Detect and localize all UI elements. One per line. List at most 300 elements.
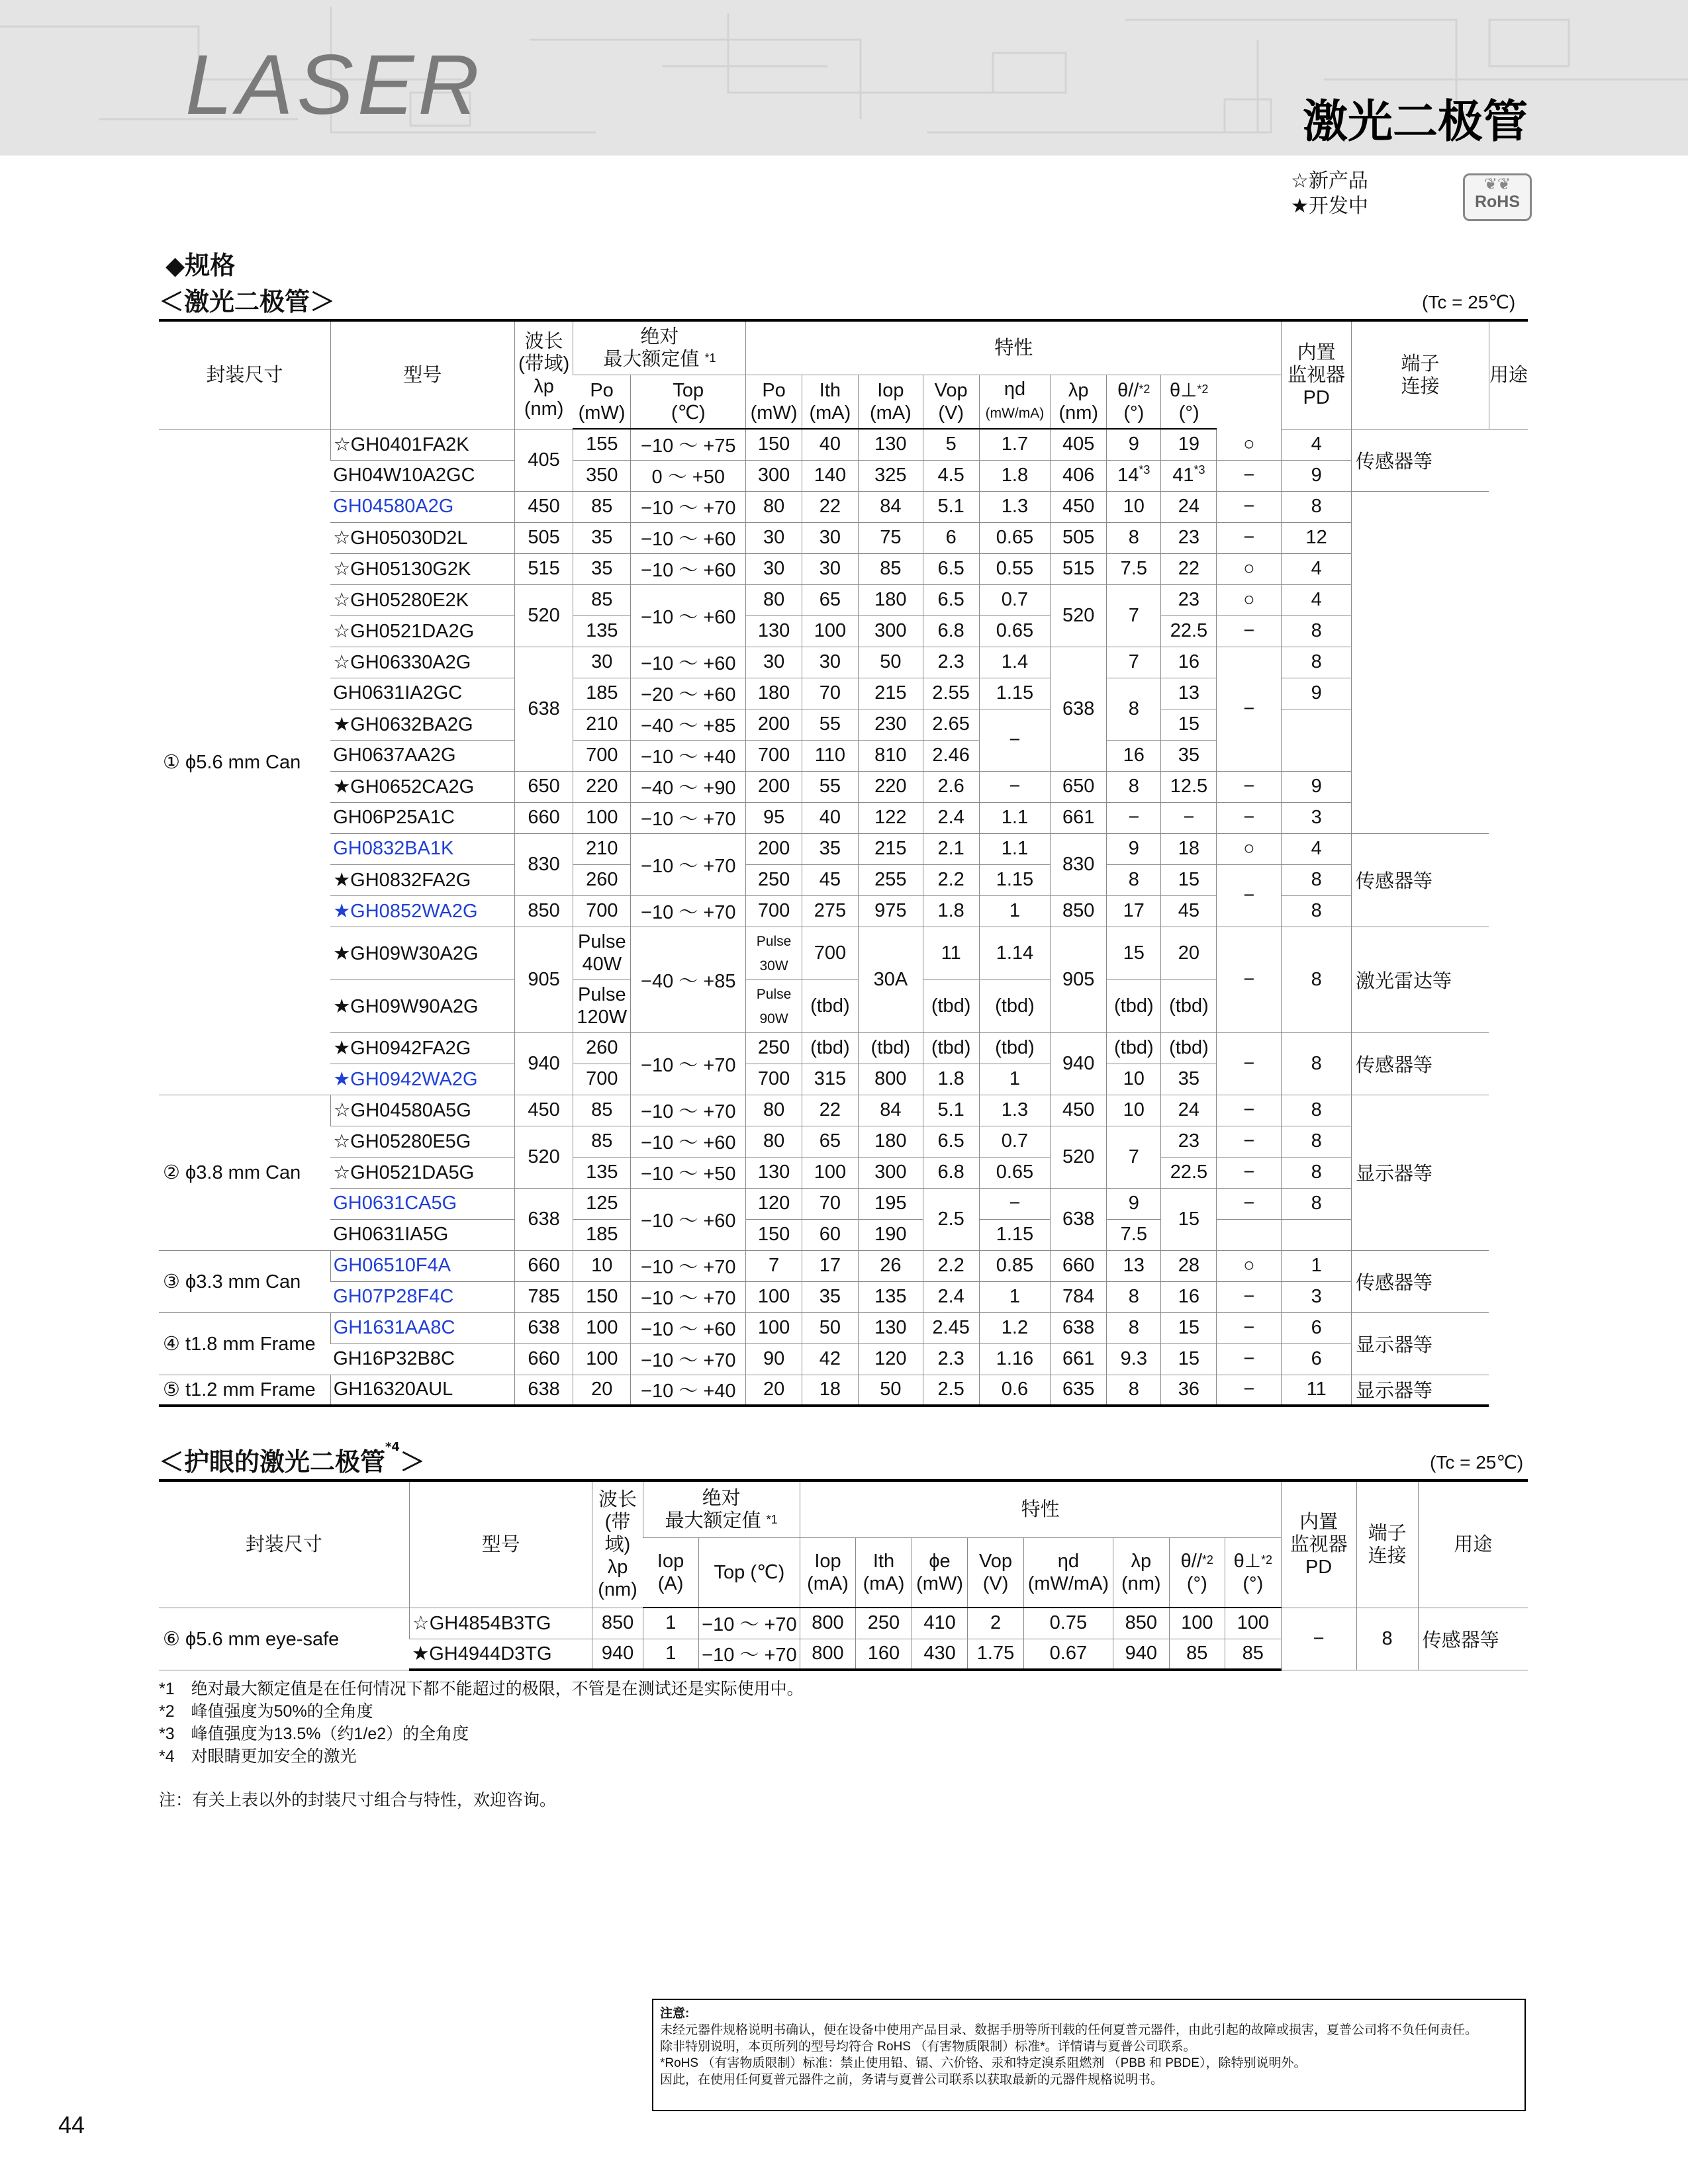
eta-cell: 0.7: [979, 1126, 1051, 1157]
pd-cell: −: [1217, 802, 1282, 833]
lp-cell: 638: [1051, 1188, 1107, 1250]
iop-cell: 75: [859, 522, 923, 553]
tp-cell: 7.5: [1107, 1219, 1161, 1250]
eta-cell: 1: [979, 1064, 1051, 1095]
lp-cell: 450: [1051, 491, 1107, 522]
tp-cell: 100: [1169, 1608, 1225, 1639]
term-cell: 8: [1282, 1032, 1352, 1095]
eta-cell: 1.15: [979, 864, 1051, 895]
model-cell: GH06510F4A: [330, 1250, 514, 1281]
model-cell: ☆GH05280E2K: [330, 584, 514, 615]
ith-cell: 100: [802, 1157, 858, 1188]
eta-cell: 0.67: [1023, 1639, 1113, 1670]
po_c-cell: 80: [746, 1126, 802, 1157]
vop-cell: 1.8: [923, 1064, 979, 1095]
vop-cell: 2.4: [923, 1281, 979, 1312]
col-theta-par: θ//$^{*2}$ (°): [1107, 375, 1161, 429]
term-cell: [1282, 709, 1352, 771]
po-cell: 85: [573, 1126, 631, 1157]
lp-cell: 905: [1051, 927, 1107, 1032]
po_c-cell: 250: [746, 864, 802, 895]
col-terminal: 端子 连接: [1352, 320, 1489, 429]
footnote: *3 峰值强度为13.5%（约1/e2）的全角度: [159, 1725, 469, 1743]
model-cell: ☆GH05280E5G: [330, 1126, 514, 1157]
package-cell: ② ϕ3.8 mm Can: [159, 1095, 330, 1250]
tp-cell: 8: [1107, 1281, 1161, 1312]
lp-cell: 515: [1051, 553, 1107, 584]
phi-cell: 410: [912, 1608, 968, 1639]
pd-cell: ○: [1217, 1250, 1282, 1281]
t2-col-theta-par: θ//$^{*2}$ (°): [1169, 1537, 1225, 1608]
col-lambda-p: λp (nm): [1051, 375, 1107, 429]
po_c-cell: 7: [746, 1250, 802, 1281]
usage-cell: 传感器等: [1418, 1608, 1528, 1670]
eta-cell: −: [979, 709, 1051, 771]
iop-cell: 120: [859, 1343, 923, 1375]
lp-cell: 784: [1051, 1281, 1107, 1312]
app-cell: 传感器等: [1352, 833, 1489, 927]
lp-cell: 940: [1113, 1639, 1170, 1670]
po_c-cell: 100: [746, 1312, 802, 1343]
wl-cell: 785: [514, 1281, 573, 1312]
model-cell: GH04W10A2GC: [330, 460, 514, 491]
t2-col-phi: ϕe (mW): [912, 1537, 968, 1608]
section-heading: ◆规格: [165, 251, 236, 280]
top-cell: −10 〜 +70: [631, 1095, 746, 1126]
ith-cell: 700: [802, 927, 858, 979]
term-cell: 8: [1282, 927, 1352, 1032]
app-cell: 传感器等: [1352, 429, 1489, 491]
ith-cell: 65: [802, 584, 858, 615]
table-row: [159, 647, 1528, 678]
ith-cell: 30: [802, 553, 858, 584]
tperp-cell: 15: [1161, 1343, 1217, 1375]
ith-cell: (tbd): [802, 979, 858, 1032]
iop-cell: 180: [859, 1126, 923, 1157]
wl-cell: 520: [514, 584, 573, 647]
lp-cell: 450: [1051, 1095, 1107, 1126]
pd-cell: −: [1217, 615, 1282, 647]
pd-cell: −: [1217, 927, 1282, 1032]
tperp-cell: 20: [1161, 927, 1217, 979]
t2-col-wavelength: 波长 (带 域) λp (nm): [592, 1480, 643, 1608]
tperp-cell: 45: [1161, 895, 1217, 927]
col-model: 型号: [330, 320, 514, 429]
t2-col-vop: Vop (V): [968, 1537, 1024, 1608]
po-cell: 260: [573, 864, 631, 895]
table-row: [159, 584, 1528, 615]
term-cell: 6: [1282, 1343, 1352, 1375]
term-cell: 8: [1282, 647, 1352, 678]
ith-cell: 18: [802, 1375, 858, 1406]
vop-cell: 2.2: [923, 1250, 979, 1281]
model-cell: ☆GH4854B3TG: [409, 1608, 592, 1639]
eta-cell: 1.15: [979, 1219, 1051, 1250]
table-row: [159, 615, 1528, 647]
iop-cell: 220: [859, 771, 923, 802]
tperp-cell: 28: [1161, 1250, 1217, 1281]
po-cell: 700: [573, 895, 631, 927]
po_c-cell: 120: [746, 1188, 802, 1219]
model-cell: ☆GH0521DA5G: [330, 1157, 514, 1188]
model-cell: GH0631CA5G: [330, 1188, 514, 1219]
ith-cell: 55: [802, 771, 858, 802]
rohs-badge: [1463, 173, 1532, 221]
eta-cell: 0.65: [979, 1157, 1051, 1188]
ith-cell: 160: [856, 1639, 912, 1670]
model-cell: ☆GH05130G2K: [330, 553, 514, 584]
vop-cell: 2: [968, 1608, 1024, 1639]
model-cell: ☆GH0401FA2K: [330, 429, 514, 460]
top-cell: −10 〜 +60: [631, 522, 746, 553]
pd-cell: −: [1217, 1095, 1282, 1126]
pd-cell: −: [1217, 1188, 1282, 1219]
tperp-cell: 24: [1161, 491, 1217, 522]
t2-col-theta-perp: θ⊥$^{*2}$ (°): [1225, 1537, 1282, 1608]
vop-cell: 2.3: [923, 647, 979, 678]
tp-cell: 10: [1107, 491, 1161, 522]
eta-cell: 0.65: [979, 615, 1051, 647]
app-cell: 显示器等: [1352, 1312, 1489, 1375]
model-cell: ★GH0852WA2G: [330, 895, 514, 927]
app-cell: [1352, 491, 1489, 833]
col-iop: Iop (mA): [859, 375, 923, 429]
tperp-cell: (tbd): [1161, 979, 1217, 1032]
t2-col-ith: Ith (mA): [856, 1537, 912, 1608]
term-cell: 11: [1282, 1375, 1352, 1406]
tperp-cell: 23: [1161, 1126, 1217, 1157]
ith-cell: 17: [802, 1250, 858, 1281]
ith-cell: 315: [802, 1064, 858, 1095]
model-cell: GH06P25A1C: [330, 802, 514, 833]
ith-cell: 70: [802, 678, 858, 709]
model-cell: ★GH0652CA2G: [330, 771, 514, 802]
wl-cell: 638: [514, 647, 573, 771]
iop_a-cell: 1: [643, 1608, 699, 1639]
po-cell: Pulse 120W: [573, 979, 631, 1032]
top-cell: −10 〜 +70: [631, 802, 746, 833]
tperp-cell: 22: [1161, 553, 1217, 584]
table-row: [159, 1250, 1528, 1281]
ith-cell: 45: [802, 864, 858, 895]
col-abs-max: 绝对 最大额定值 $^{*1}$: [573, 320, 746, 375]
po-cell: 100: [573, 1312, 631, 1343]
po-cell: 210: [573, 709, 631, 740]
table-row: [159, 678, 1528, 709]
phi-cell: 430: [912, 1639, 968, 1670]
iop-cell: 122: [859, 802, 923, 833]
tp-cell: 8: [1107, 864, 1161, 895]
iop-cell: 85: [859, 553, 923, 584]
top-cell: −10 〜 +70: [631, 1032, 746, 1095]
term-cell: 8: [1282, 491, 1352, 522]
vop-cell: 2.46: [923, 740, 979, 771]
tperp-cell: (tbd): [1161, 1032, 1217, 1064]
po-cell: 85: [573, 491, 631, 522]
top-cell: 0 〜 +50: [631, 460, 746, 491]
iop-cell: 300: [859, 1157, 923, 1188]
wl-cell: 450: [514, 1095, 573, 1126]
t2-col-monitor: 内置 监视器 PD: [1281, 1480, 1356, 1608]
vop-cell: 2.65: [923, 709, 979, 740]
page-title: 激光二极管: [1302, 96, 1528, 148]
eta-cell: 1.2: [979, 1312, 1051, 1343]
table-row: [159, 1375, 1528, 1406]
vop-cell: 5: [923, 429, 979, 460]
caution-line: 除非特别说明，本页所列的型号均符合 RoHS （有害物质限制）标准*。详情请与夏普公司联系。: [660, 2040, 1196, 2054]
term-cell: 8: [1282, 1126, 1352, 1157]
term-cell: 1: [1282, 1250, 1352, 1281]
model-cell: ☆GH04580A5G: [330, 1095, 514, 1126]
eta-cell: 0.85: [979, 1250, 1051, 1281]
tperp-cell: 100: [1225, 1608, 1282, 1639]
tperp-cell: 36: [1161, 1375, 1217, 1406]
po-cell: 150: [573, 1281, 631, 1312]
table1-title: ＜激光二极管＞: [159, 287, 336, 316]
iop-cell: 190: [859, 1219, 923, 1250]
t2-col-top: Top (℃): [699, 1537, 800, 1608]
pd-cell: −: [1217, 1312, 1282, 1343]
tp-cell: 7: [1107, 584, 1161, 647]
caution-line: *RoHS （有害物质限制）标准：禁止使用铅、镉、六价铬、汞和特定溴系阻燃剂 （PBB 和 PBDE），除特别说明外。: [660, 2056, 1307, 2070]
po_c-cell: 250: [746, 1032, 802, 1064]
term-cell: 3: [1282, 1281, 1352, 1312]
laser-diode-spec-table: [159, 319, 1528, 1407]
col-theta-perp: θ⊥$^{*2}$ (°): [1161, 375, 1217, 429]
leaf-icon: ❦❦: [1483, 175, 1511, 193]
tp-cell: 10: [1107, 1095, 1161, 1126]
eta-cell: 1.14: [979, 927, 1051, 979]
term-cell: 8: [1282, 864, 1352, 895]
vop-cell: 5.1: [923, 491, 979, 522]
po_c-cell: 95: [746, 802, 802, 833]
vop-cell: 2.55: [923, 678, 979, 709]
page-number: 44: [58, 2111, 85, 2138]
term-cell: 8: [1282, 895, 1352, 927]
footnotes: [159, 1678, 804, 1768]
ith-cell: 70: [802, 1188, 858, 1219]
po_c-cell: Pulse 30W: [746, 927, 802, 979]
iop-cell: (tbd): [859, 1032, 923, 1064]
lp-cell: 638: [1051, 647, 1107, 771]
wl-cell: 660: [514, 1343, 573, 1375]
eta-cell: 0.75: [1023, 1608, 1113, 1639]
po_c-cell: 30: [746, 522, 802, 553]
t2-col-iop: Iop (mA): [800, 1537, 856, 1608]
ith-cell: 22: [802, 491, 858, 522]
vop-cell: 2.5: [923, 1188, 979, 1250]
lp-cell: 660: [1051, 1250, 1107, 1281]
tperp-cell: 18: [1161, 833, 1217, 864]
pd-cell: −: [1217, 522, 1282, 553]
top-cell: −10 〜 +75: [631, 429, 746, 460]
model-cell: ★GH0942FA2G: [330, 1032, 514, 1064]
tperp-cell: 15: [1161, 1188, 1217, 1250]
package-cell: ⑥ ϕ5.6 mm eye-safe: [159, 1608, 409, 1670]
lp-cell: 520: [1051, 1126, 1107, 1188]
footnote: *4 对眼睛更加安全的激光: [159, 1747, 357, 1766]
term-cell: 4: [1282, 833, 1352, 864]
legend-new-product: ☆新产品: [1291, 170, 1368, 192]
lp-cell: 850: [1113, 1608, 1170, 1639]
po-cell: 35: [573, 522, 631, 553]
tp-cell: (tbd): [1107, 979, 1161, 1032]
t2-col-usage: 用途: [1418, 1480, 1528, 1608]
top-cell: −10 〜 +60: [631, 584, 746, 647]
eta-cell: 1.7: [979, 429, 1051, 460]
vop-cell: 2.45: [923, 1312, 979, 1343]
eta-cell: 1.8: [979, 460, 1051, 491]
eta-cell: 0.55: [979, 553, 1051, 584]
top-cell: −10 〜 +60: [631, 1126, 746, 1157]
footnote-inquiry: 注：有关上表以外的封装尺寸组合与特性，欢迎咨询。: [159, 1791, 557, 1809]
model-cell: ★GH09W30A2G: [330, 927, 514, 979]
tperp-cell: 23: [1161, 522, 1217, 553]
vop-cell: 11: [923, 927, 979, 979]
ith-cell: 110: [802, 740, 858, 771]
po-cell: 20: [573, 1375, 631, 1406]
po_c-cell: 150: [746, 429, 802, 460]
eta-cell: 1.15: [979, 678, 1051, 709]
app-cell: 激光雷达等: [1352, 927, 1489, 1032]
term-cell: 12: [1282, 522, 1352, 553]
ith-cell: 100: [802, 615, 858, 647]
eta-cell: 1.1: [979, 833, 1051, 864]
tp-cell: 10: [1107, 1064, 1161, 1095]
top-cell: −10 〜 +70: [699, 1608, 800, 1639]
po_c-cell: 90: [746, 1343, 802, 1375]
ith-cell: 40: [802, 802, 858, 833]
term-cell: 8: [1282, 1157, 1352, 1188]
iop-cell: 50: [859, 1375, 923, 1406]
caution-line: 因此，在使用任何夏普元器件之前，务请与夏普公司联系以获取最新的元器件规格说明书。: [660, 2073, 1164, 2087]
wl-cell: 660: [514, 802, 573, 833]
col-wavelength: 波长 (带域) λp (nm): [514, 320, 573, 429]
wl-cell: 905: [514, 927, 573, 1032]
po-cell: 125: [573, 1188, 631, 1219]
iop-cell: 30A: [859, 927, 923, 1032]
tperp-cell: 22.5: [1161, 1157, 1217, 1188]
ith-cell: 35: [802, 833, 858, 864]
table-row: [159, 429, 1528, 460]
top-cell: −10 〜 +60: [631, 553, 746, 584]
package-cell: ③ ϕ3.3 mm Can: [159, 1250, 330, 1312]
eye-safe-spec-table: [159, 1479, 1528, 1671]
tp-cell: 15: [1107, 927, 1161, 979]
model-cell: GH0631IA5G: [330, 1219, 514, 1250]
table-row: [159, 1219, 1528, 1250]
ith-cell: 60: [802, 1219, 858, 1250]
top-cell: −10 〜 +70: [631, 895, 746, 927]
caution-box: [652, 1999, 1526, 2111]
model-cell: ★GH0832FA2G: [330, 864, 514, 895]
t2-col-terminal: 端子 连接: [1356, 1480, 1418, 1608]
vop-cell: 6: [923, 522, 979, 553]
app-cell: 显示器等: [1352, 1095, 1489, 1250]
terminal-cell: 8: [1356, 1608, 1418, 1670]
tp-cell: 8: [1107, 678, 1161, 740]
eta-cell: (tbd): [979, 979, 1051, 1032]
po-cell: 35: [573, 553, 631, 584]
tperp-cell: −: [1161, 802, 1217, 833]
table-row: [159, 553, 1528, 584]
tp-cell: 8: [1107, 1312, 1161, 1343]
table-row: [159, 1343, 1528, 1375]
iop-cell: 130: [859, 1312, 923, 1343]
wl-cell: 850: [592, 1608, 643, 1639]
table-row: [159, 1312, 1528, 1343]
ith-cell: (tbd): [802, 1032, 858, 1064]
vop-cell: 4.5: [923, 460, 979, 491]
tp-cell: 9: [1107, 1188, 1161, 1219]
term-cell: 9: [1282, 460, 1352, 491]
footnote: *2 峰值强度为50%的全角度: [159, 1702, 373, 1721]
lp-cell: 638: [1051, 1312, 1107, 1343]
legend: [1291, 169, 1368, 219]
po-cell: 155: [573, 429, 631, 460]
model-cell: GH16320AUL: [330, 1375, 514, 1406]
model-cell: GH07P28F4C: [330, 1281, 514, 1312]
ith-cell: 22: [802, 1095, 858, 1126]
top-cell: −20 〜 +60: [631, 678, 746, 709]
wl-cell: 638: [514, 1375, 573, 1406]
logo-text: LASER: [185, 38, 483, 132]
wl-cell: 638: [514, 1188, 573, 1250]
table2-condition: (Tc = 25℃): [1430, 1452, 1524, 1473]
col-usage: 用途: [1489, 320, 1528, 429]
iop-cell: 135: [859, 1281, 923, 1312]
tp-cell: 14$^{*3}$: [1107, 460, 1161, 491]
po-cell: 100: [573, 1343, 631, 1375]
top-cell: −10 〜 +70: [631, 1343, 746, 1375]
po_c-cell: 150: [746, 1219, 802, 1250]
iop-cell: 800: [859, 1064, 923, 1095]
tperp-cell: 12.5: [1161, 771, 1217, 802]
lp-cell: 940: [1051, 1032, 1107, 1095]
lp-cell: 406: [1051, 460, 1107, 491]
eta-cell: 1.3: [979, 491, 1051, 522]
tp-cell: 8: [1107, 771, 1161, 802]
tp-cell: 7: [1107, 1126, 1161, 1188]
po-cell: 100: [573, 802, 631, 833]
legend-in-development: ★开发中: [1291, 195, 1368, 217]
pd-cell: −: [1217, 1343, 1282, 1375]
po_c-cell: 30: [746, 553, 802, 584]
eta-cell: 1.4: [979, 647, 1051, 678]
ith-cell: 275: [802, 895, 858, 927]
app-cell: 显示器等: [1352, 1375, 1489, 1406]
iop-cell: 215: [859, 833, 923, 864]
caution-line: 未经元器件规格说明书确认，便在设备中使用产品目录、数据手册等所刊载的任何夏普元器件，由此引起的故障或损害，夏普公司将不负任何责任。: [660, 2023, 1478, 2037]
model-cell: ★GH0632BA2G: [330, 709, 514, 740]
term-cell: 4: [1282, 584, 1352, 615]
wl-cell: 660: [514, 1250, 573, 1281]
table-row: [159, 833, 1528, 864]
po_c-cell: 700: [746, 895, 802, 927]
tp-cell: 9: [1107, 833, 1161, 864]
table-row: [159, 927, 1528, 979]
ith-cell: 30: [802, 522, 858, 553]
caution-title: 注意:: [660, 2007, 690, 2021]
pd-cell: −: [1217, 647, 1282, 771]
lp-cell: 650: [1051, 771, 1107, 802]
po-cell: Pulse 40W: [573, 927, 631, 979]
po_c-cell: 100: [746, 1281, 802, 1312]
eta-cell: 0.7: [979, 584, 1051, 615]
pd-cell: −: [1217, 460, 1282, 491]
top-cell: −40 〜 +85: [631, 709, 746, 740]
iop-cell: 180: [859, 584, 923, 615]
